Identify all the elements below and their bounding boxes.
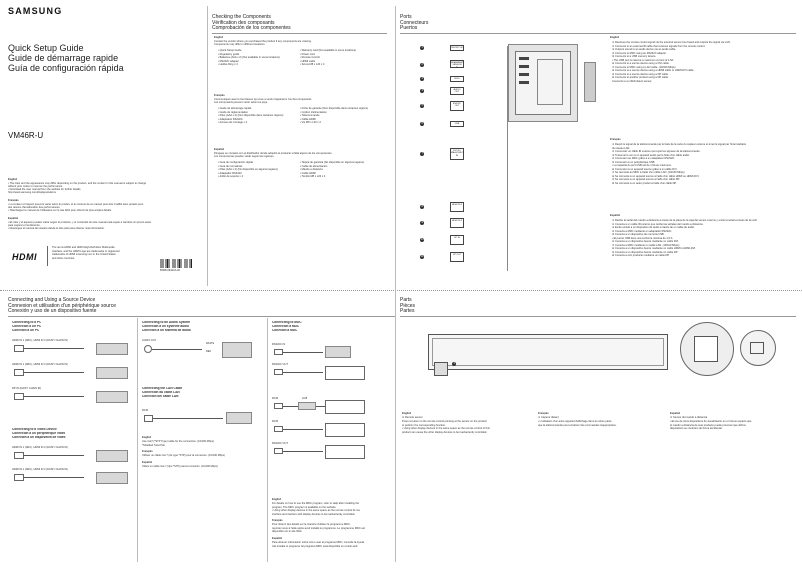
ports-fr-1: du réseau LAN.	[612, 146, 631, 150]
notes-fr-label: Français	[8, 199, 19, 202]
notes-en-3: http://www.samsung.com/displaysolutions	[8, 191, 56, 194]
parts-rule	[400, 316, 796, 317]
comp-es-c2-4: • Tornillo M8 x L20 x 4	[300, 175, 326, 178]
video-hdmi-port-0	[14, 452, 24, 459]
ports-title-fr: Connecteurs	[400, 19, 429, 26]
pc-port-label-1: HDMI IN 1 (ARC), HDMI IN 2 (DAISY CHAIN IN)	[12, 363, 68, 366]
notes-en-2: • Download the user manual from the website for further details.	[8, 188, 82, 191]
components-title-en: Checking the Components	[212, 14, 271, 20]
components-panel	[212, 0, 392, 290]
port-dp-out: DP OUT	[450, 252, 464, 262]
comp-fr-intro-1: Les composants peuvent varier selon les pays.	[214, 101, 268, 104]
display-bezel-line	[432, 338, 664, 366]
mdc-fr-2: disponible sur le site Web.	[272, 530, 303, 533]
lan-cable	[153, 418, 223, 419]
port-badge-11: 11	[420, 255, 424, 258]
lan-title-en: Connecting the LAN Cable	[142, 387, 183, 390]
parts-fr-2: que la télécommande peut entraîner des commandes inappropriées.	[538, 423, 617, 427]
parts-fr-1: • L'utilisation d'un autre appareil d'affichage dans la même pièce	[538, 420, 612, 423]
ports-fr-2: ② Connectez un câble IR externe qui reçoit les signaux de la télécommande.	[612, 150, 701, 153]
ports-en-1: ② Connects to an external IR cable that receives signals from the remote control.	[612, 44, 706, 48]
connecting-title-en: Connecting and Using a Source Device	[8, 297, 96, 303]
lan-en-0: Use Cat7 (*STP Type) cable for the connection. (10/100 Mbps)	[142, 440, 214, 443]
audio-cable	[152, 349, 202, 350]
components-rule	[212, 33, 387, 34]
comp-es-c2-2: • Mando a distancia	[300, 168, 323, 171]
comp-fr-c1-1: • Guide de réglementation	[218, 110, 249, 114]
ports-es-2: ③ Emite sonido a un dispositivo de audio a través de un cable de audio.	[612, 226, 695, 229]
mdc-port-2: RJ45	[272, 397, 279, 400]
ports-en-7: ⑦ Connects to MDC using a LAN cable. (10/100 Mbps)	[612, 65, 676, 69]
ports-es-9: ⑨ Conecta a un dispositivo fuente mediante un cable DP.	[612, 250, 678, 254]
notes-es-1: para mejorar el rendimiento.	[8, 224, 41, 227]
lan-title-es: Conexión del cable LAN	[142, 395, 179, 398]
pc-dp-cable	[24, 396, 84, 397]
mdc-es-0: Para obtener información sobre cómo usar el programa MDC, consulte la Ayuda	[272, 541, 365, 544]
connecting-rule	[8, 316, 396, 317]
ports-title-es: Puertos	[400, 25, 418, 31]
audio-title-en: Connecting to an Audio System	[142, 321, 191, 324]
port-hdmi-in-1: HDMI IN 1	[450, 202, 464, 212]
ports-fr-6: • La capacité du port USB est de 1,5A au maximum.	[612, 164, 672, 167]
port-badge-3: 3	[421, 77, 423, 80]
mdc-port-5: RS232C OUT	[272, 442, 288, 445]
comp-fr-c2-0: • Fiche de garantie (Non disponible dans certaines régions)	[300, 107, 369, 110]
ports-fr-10: ⑨ Se connecte à un appareil source à l'aide d'un câble DP.	[612, 178, 680, 181]
port-badge-9: 9	[421, 221, 423, 224]
port-badge-2: 2	[421, 63, 423, 66]
ports-en-11: Connects to an IR/Ambient sensor.	[612, 79, 653, 83]
ports-es-6: ⑥ Conecta a un dispositivo fuente mediante un cable DVI.	[612, 240, 679, 243]
comp-es-intro-1: Los componentes pueden variar según las regiones.	[214, 155, 275, 158]
rear-panel-slot-3	[519, 73, 529, 76]
comp-es-intro-0: Póngase en contacto con el distribuidor donde adquirió el producto si falta alguno de los componentes.	[214, 152, 333, 155]
ports-en-3: ④ Connects to MDC using an RS232C adapter.	[612, 51, 667, 55]
parts-title-es: Partes	[400, 308, 415, 314]
connecting-title-fr: Connexion et utilisation d'un périphérique source	[8, 302, 116, 309]
model-name: VM46R-U	[8, 131, 44, 140]
ports-es-3: ④ Conecta a MDC mediante un adaptador RS232C.	[612, 229, 673, 233]
ports-es-4: ⑤ Conecta a un dispositivo de memoria USB.	[612, 233, 665, 236]
port-dp-in: DP IN	[450, 235, 464, 245]
fold-divider	[0, 290, 802, 291]
ports-fr-3: ③ Transmet le son à un appareil audio par le biais d'un câble audio.	[612, 153, 690, 157]
mdc-en-3: interfere and interfere with display devices to be inadvertently controlled.	[272, 512, 356, 516]
mdc-rj45-port-1	[274, 426, 283, 432]
video-title-es: Conexión a un dispositivo de vídeo	[12, 436, 66, 439]
mdc-rs232c-in-cable	[283, 352, 323, 353]
mdc-rs232c-in-port	[274, 349, 283, 355]
video-port-label-1: HDMI IN 1 (ARC), HDMI IN 2 (DAISY CHAIN IN)	[12, 468, 68, 471]
hdmi-divider	[47, 246, 48, 266]
ports-en-2: ③ Outputs sound to an audio device via an audio cable.	[612, 48, 677, 51]
comp-fr-c1-4: • Anneau de montage x 4	[218, 121, 248, 124]
audio-plug-white: WHITE	[206, 342, 215, 345]
comp-fr-label: Français	[214, 94, 225, 97]
port-badge-10: 10	[420, 238, 424, 241]
mdc-fr-0: Pour obtenir des détails sur la manière d'utiliser le programme MDC,	[272, 523, 351, 526]
comp-en-intro-0: Contact the vendor where you purchased the product if any components are missing.	[214, 40, 312, 43]
parts-en-label: English	[402, 412, 412, 415]
comp-es-c2-3: • Cable HDMI	[300, 171, 316, 175]
comp-en-c2-1: • Power cord	[300, 52, 315, 56]
video-port-label-0: HDMI IN 1 (ARC), HDMI IN 2 (DAISY CHAIN IN)	[12, 446, 68, 449]
ports-rule	[400, 33, 796, 34]
parts-es-0: ① Sensor del mando a distancia	[670, 416, 708, 419]
ports-en-9: ⑨ Connects to a source device using a DP cable.	[612, 72, 669, 76]
mdc-next-display-3	[325, 445, 365, 459]
mdc-next-display-0	[325, 366, 365, 380]
ports-fr-label: Français	[610, 138, 621, 141]
pc-port-label-2: DP IN (DAISY CHAIN IN)	[12, 387, 42, 390]
parts-title-en: Parts	[400, 297, 412, 303]
ports-fr-5: ⑤ Connexion à un périphérique USB.	[612, 160, 656, 164]
ports-panel	[398, 0, 802, 290]
hdmi-logo: HDMI	[12, 252, 37, 262]
comp-fr-c2-3: • Câble HDMI	[300, 117, 316, 121]
ports-en-8: ⑧ Connects to a source device using a HDMI cable or HDMI-DVI cable.	[612, 69, 695, 72]
barcode	[160, 259, 192, 268]
video-hdmi-port-1	[14, 474, 24, 481]
mdc-title-en: Connecting to MDC	[272, 321, 302, 324]
ports-fr-11: ⑩ Se connecte à un autre produit à l'aide d'un câble DP.	[612, 181, 677, 185]
connecting-title-es: Conexión y uso de un dispositivo fuente	[8, 308, 97, 314]
hdmi-text-2: trademarks of HDMI Licensing LLC in the United States	[52, 253, 116, 256]
mdc-fr-1: reportez-vous à l'aide après avoir installé le programme. Le programme MDC est	[272, 526, 365, 530]
notes-es-2: • Descargue el manual del usuario desde el sitio web para obtener más información.	[8, 227, 105, 230]
mdc-en-label: English	[272, 498, 282, 501]
lan-fr-label: Français	[142, 450, 153, 453]
comp-fr-c1-0: • Guide de démarrage rapide	[218, 107, 252, 110]
pc-title-es: Conexión a un PC	[12, 329, 40, 332]
parts-es-label: Español	[670, 412, 681, 415]
comp-en-c2-0: • Warranty card (Not available in some locations)	[300, 49, 357, 52]
ports-fr-0: ① Reçoit le signal de la télécommande par le biais de la carte du capteur externe et émet le signal par l'intermédiaire	[612, 143, 747, 146]
pc-hdmi-cable-1	[24, 372, 84, 373]
leader-lines	[494, 46, 508, 271]
ports-es-1: ② Conecta a un cable IR externo que recibe las señales del mando a distancia.	[612, 222, 704, 226]
mdc-next-display-1	[325, 400, 365, 414]
comp-en-c1-1: • Regulatory guide	[218, 52, 240, 56]
lan-fr-0: Utilisez un câble Cat 7 (de type *STP) pour la connexion. (10/100 Mbps)	[142, 454, 225, 457]
mdc-en-2: • Using other display devices in the same space as the remote control kit ma	[272, 509, 360, 512]
mdc-title-es: Conexión a MDC	[272, 329, 298, 332]
port-badge-4: 4	[421, 89, 423, 92]
port-rs232c-out: RS232C OUT	[450, 101, 464, 111]
mdc-rj45-cable-1	[283, 429, 323, 430]
comp-en-c2-4: • Screw M8 x L20 x 4	[300, 63, 325, 66]
pc-title-en: Connecting to a PC	[12, 321, 42, 324]
ports-fr-4: ④ Connexion au MDC grâce à un adaptateur RS232C.	[612, 157, 676, 160]
mdc-hub-label: HUB	[302, 397, 308, 400]
ports-en-0: ① Receives the remote control signal via the external sensor box board and outputs the signal via LAN.	[612, 41, 731, 44]
pc-port-label-0: HDMI IN 1 (ARC), HDMI IN 2 (DAISY CHAIN IN)	[12, 339, 68, 342]
rear-panel-bracket	[584, 62, 596, 102]
comp-fr-c2-1: • Cordon d'alimentation	[300, 110, 327, 114]
pc-dp-device	[96, 391, 128, 403]
comp-en-label: English	[214, 36, 224, 39]
ports-es-label: Español	[610, 214, 621, 217]
mdc-fr-label: Français	[272, 519, 283, 522]
ports-fr-9: ⑧ Se connecte à un appareil source à l'aide d'un câble HDMI ou HDMI-DVI.	[612, 174, 700, 178]
ports-fr-8: ⑦ Se raccorde au MDC à l'aide d'un câble LAN. (10/100 Mbps)	[612, 171, 685, 174]
comp-en-c1-3: • RS232C adapter	[218, 59, 239, 63]
ports-es-7: ⑦ Conecta a MDC mediante un cable LAN. (10/100 Mbps)	[612, 243, 680, 247]
audio-title-es: Conexión a un sistema de audio	[142, 329, 191, 332]
audio-plug-red: RED	[206, 350, 212, 353]
mdc-port-0: RS232C IN	[272, 343, 286, 346]
comp-es-c1-1: • Guía de normativas	[218, 164, 243, 168]
ports-en-5: • The USB port is rated at a maximum current of 1.5A.	[612, 58, 674, 62]
comp-es-label: Español	[214, 148, 225, 151]
rear-panel-inner	[537, 59, 563, 105]
comp-es-c2-1: • Cable de alimentación	[300, 164, 328, 168]
mdc-es-1: tras instalar el programa. El programa MDC está disponible en el sitio web.	[272, 544, 359, 548]
ports-en-10: ⑩ Connects to another product using a DP cable.	[612, 76, 669, 79]
port-rs232c-in: RS232C IN	[451, 46, 463, 49]
mdc-rs232c-out-port-0	[274, 369, 283, 375]
lan-title-fr: Connexion du câble LAN	[142, 391, 180, 394]
remote-sensor-badge: 1	[453, 362, 455, 365]
port-hdmi-in-2: HDMI IN 2	[450, 218, 464, 228]
comp-en-c2-3: • HDMI cable	[300, 59, 316, 63]
zoom-detail-1	[694, 336, 718, 362]
components-title-fr: Vérification des composants	[212, 19, 275, 26]
video-hdmi-cable-1	[24, 477, 84, 478]
pc-hdmi-device-0	[96, 343, 128, 355]
video-device-0	[96, 450, 128, 462]
cover-panel	[0, 0, 205, 290]
comp-fr-intro-0: Communiquez avec le fournisseur qui vous a vendu l'appareil si l'un des composants	[214, 98, 312, 101]
hdmi-text-0: The terms HDMI and HDMI High-Definition Multimedia	[52, 246, 115, 249]
parts-en-2: to perform the corresponding function.	[402, 423, 446, 427]
pc-dp-port	[14, 393, 24, 400]
lan-es-0: Utilice un cable Cat 7 (tipo *STP) para la conexión. (10/100 Mbps)	[142, 465, 218, 468]
mdc-es-label: Español	[272, 537, 283, 540]
port-audio-out: AUDIO OUT	[450, 87, 464, 95]
port-badge-6: 6	[421, 122, 423, 125]
hdmi-text-3: and other countries.	[52, 256, 75, 260]
comp-fr-c1-2: • Piles (AAA x 2) (Non disponible dans certaines régions)	[218, 114, 284, 117]
parts-fr-0: ① Capteur distant	[538, 416, 559, 419]
rear-panel-illustration	[508, 44, 578, 122]
video-hdmi-cable-0	[24, 455, 84, 456]
vertical-divider-bottom-2	[267, 318, 268, 562]
notes-en-1: without prior notice to improve the performance.	[8, 185, 63, 188]
barcode-text: BN68-09422A-00	[160, 269, 181, 272]
port-badge-8: 8	[421, 205, 423, 208]
port-ir-sensor: IR/AMBIENT SENSOR IN	[451, 61, 464, 69]
pc-hdmi-cable-0	[24, 348, 84, 349]
parts-es-1: • El uso de otros dispositivos de visualización en el mismo espacio que	[670, 420, 752, 423]
hdmi-text-1: Interface, and the HDMI Logo are trademarks or registered	[52, 249, 120, 253]
parts-fr-label: Français	[538, 412, 549, 415]
mdc-hub-cable	[283, 406, 298, 407]
connecting-panel	[0, 292, 398, 568]
remote-sensor-box	[434, 362, 448, 376]
parts-en-4: product can cause the other display devices to be inadvertently controlled.	[402, 430, 488, 434]
rear-panel-slot-1	[519, 57, 529, 60]
rear-panel-slot-2	[519, 65, 529, 68]
comp-fr-c2-2: • Télécommande	[300, 114, 320, 117]
comp-en-c2-2: • Remote Control	[300, 56, 320, 59]
mdc-next-display-2	[325, 423, 365, 437]
samsung-logo: SAMSUNG	[8, 6, 63, 16]
pc-hdmi-device-1	[96, 367, 128, 379]
notes-fr-2: • Téléchargez le manuel de l'utilisateur sur le site Web pour obtenir de plus amples détails.	[8, 209, 112, 212]
mdc-rs232c-out-port-1	[274, 448, 283, 454]
parts-es-2: el mando a distancia de este producto puede provocar que dichos	[670, 423, 746, 427]
mdc-en-1: program. The MDC program is available on the website.	[272, 505, 337, 509]
port-dvi-in: DVI IN / MAGICINFO IN	[450, 148, 464, 160]
comp-es-c1-2: • Pilas (AAA x 2) (No disponible en algunos lugares)	[218, 168, 278, 171]
comp-fr-c1-3: • Adaptateur RS232C	[218, 117, 243, 121]
audio-title-fr: Connexion à un système audio	[142, 325, 189, 328]
vertical-divider-mid	[395, 6, 396, 562]
ports-es-0: ① Recibe la señal del mando a distancia a través de la placa de la caja del sensor externo y emite la señal a través de la LAN.	[612, 219, 758, 222]
comp-es-c2-0: • Tarjeta de garantía (No disponible en algunos lugares)	[300, 161, 365, 164]
video-title-en: Connecting to a Video Device	[12, 428, 57, 431]
lan-en-label: English	[142, 436, 152, 439]
comp-fr-c2-4: • Vis M8 x L20 x 4	[300, 121, 321, 124]
cover-title-es: Guía de configuración rápida	[8, 63, 124, 73]
mdc-hub-out-cable	[316, 406, 325, 407]
comp-en-intro-1: Components may differ in different locations.	[214, 43, 266, 46]
lan-router	[226, 412, 252, 424]
notes-fr-0: • La couleur et l'aspect peuvent varier selon le produit, et le contenu de ce manuel peut être modifié sans préavis pour	[8, 203, 144, 206]
mdc-port-1: RS232C OUT	[272, 363, 288, 366]
lan-port-label: RJ45	[142, 409, 149, 412]
comp-es-c1-4: • Anillo de soporte x 4	[218, 175, 243, 178]
notes-es-0: • El color y el aspecto pueden variar según el producto, y el contenido de este manual está sujeto a cambios sin previo aviso	[8, 221, 152, 224]
port-list	[420, 40, 472, 275]
port-badge-5: 5	[421, 104, 423, 107]
parts-panel	[398, 292, 802, 568]
notes-en-0: • The color and the appearance may differ depending on the product, and the content in this manual is subject to change	[8, 182, 147, 185]
pc-title-fr: Connexion à un PC	[12, 325, 42, 328]
lan-rj45-port	[144, 415, 153, 422]
mdc-rj45-port-0	[274, 403, 283, 409]
mdc-en-0: For details on how to use the MDC program, refer to Help after installing the	[272, 502, 360, 505]
ports-es-10: ⑩ Conecta a otro producto mediante un cable DP.	[612, 254, 670, 257]
vertical-divider-bottom-1	[137, 318, 138, 562]
mdc-port-4: RJ45	[272, 420, 279, 423]
ports-title-en: Ports	[400, 14, 412, 20]
vertical-divider-left	[207, 6, 208, 286]
components-title-es: Comprobación de los componentes	[212, 25, 291, 31]
video-title-fr: Connexion à un périphérique vidéo	[12, 432, 66, 435]
ports-en-6: ⑥ Connects to a source device using a DVI cable.	[612, 62, 670, 65]
comp-es-c1-3: • Adaptador RS232C	[218, 171, 242, 175]
notes-fr-1: des raisons d'amélioration des performances.	[8, 206, 61, 209]
video-device-1	[96, 472, 128, 484]
comp-en-c1-4: • Holder-Ring x 4	[218, 63, 238, 66]
pc-hdmi-port-1	[14, 369, 24, 376]
comp-en-c1-0: • Quick Setup Guide	[218, 49, 242, 52]
port-badge-1: 1	[421, 46, 423, 49]
port-rj45: RJ45	[450, 76, 464, 82]
audio-system	[222, 342, 252, 358]
audio-port-label: AUDIO OUT	[142, 339, 157, 342]
mdc-pc-0	[325, 346, 351, 358]
comp-en-c1-2: • Batteries (AAA x 2) (Not available in some locations)	[218, 56, 280, 59]
ports-es-8: ⑧ Conecta a un dispositivo fuente mediante un cable HDMI o HDMI-DVI.	[612, 247, 696, 250]
ports-en-label: English	[610, 36, 620, 39]
ports-es-5: • El puerto USB tiene una corriente máxima de 1,5 A.	[612, 236, 674, 240]
mdc-title-fr: Connexion à MDC	[272, 325, 300, 328]
parts-en-0: ① Remote sensor	[402, 416, 423, 419]
mdc-rs232c-out-cable-1	[283, 451, 323, 452]
lan-en-1: *Shielded Twist Pair	[142, 443, 166, 447]
zoom-detail-2	[750, 342, 764, 354]
cover-title-en: Quick Setup Guide	[8, 43, 84, 53]
audio-out-port	[144, 345, 152, 353]
ports-en-4: ⑤ Connects to a USB memory device.	[612, 55, 657, 58]
parts-en-1: Press a button on the remote control pointing at the sensor on the product	[402, 420, 487, 423]
parts-en-3: • Using other display devices in the same space as the remote control of this	[402, 427, 490, 430]
ports-fr-7: ⑥ Connexion à un appareil source grâce à un câble DVI.	[612, 167, 678, 171]
notes-es-label: Español	[8, 217, 19, 220]
cover-title-fr: Guide de démarrage rapide	[8, 53, 119, 63]
notes-en-label: English	[8, 178, 18, 181]
comp-es-c1-0: • Guía de configuración rápida	[218, 161, 253, 164]
pc-hdmi-port-0	[14, 345, 24, 352]
parts-title-fr: Pièces	[400, 302, 416, 309]
mdc-hub	[298, 402, 316, 410]
port-usb: USB	[450, 121, 464, 127]
parts-es-3: dispositivos se controlen de forma accidental.	[670, 427, 723, 430]
mdc-rs232c-out-cable-0	[283, 372, 323, 373]
port-badge-7: 7	[421, 152, 423, 155]
lan-es-label: Español	[142, 461, 153, 464]
rear-panel-slot-4	[519, 81, 529, 84]
